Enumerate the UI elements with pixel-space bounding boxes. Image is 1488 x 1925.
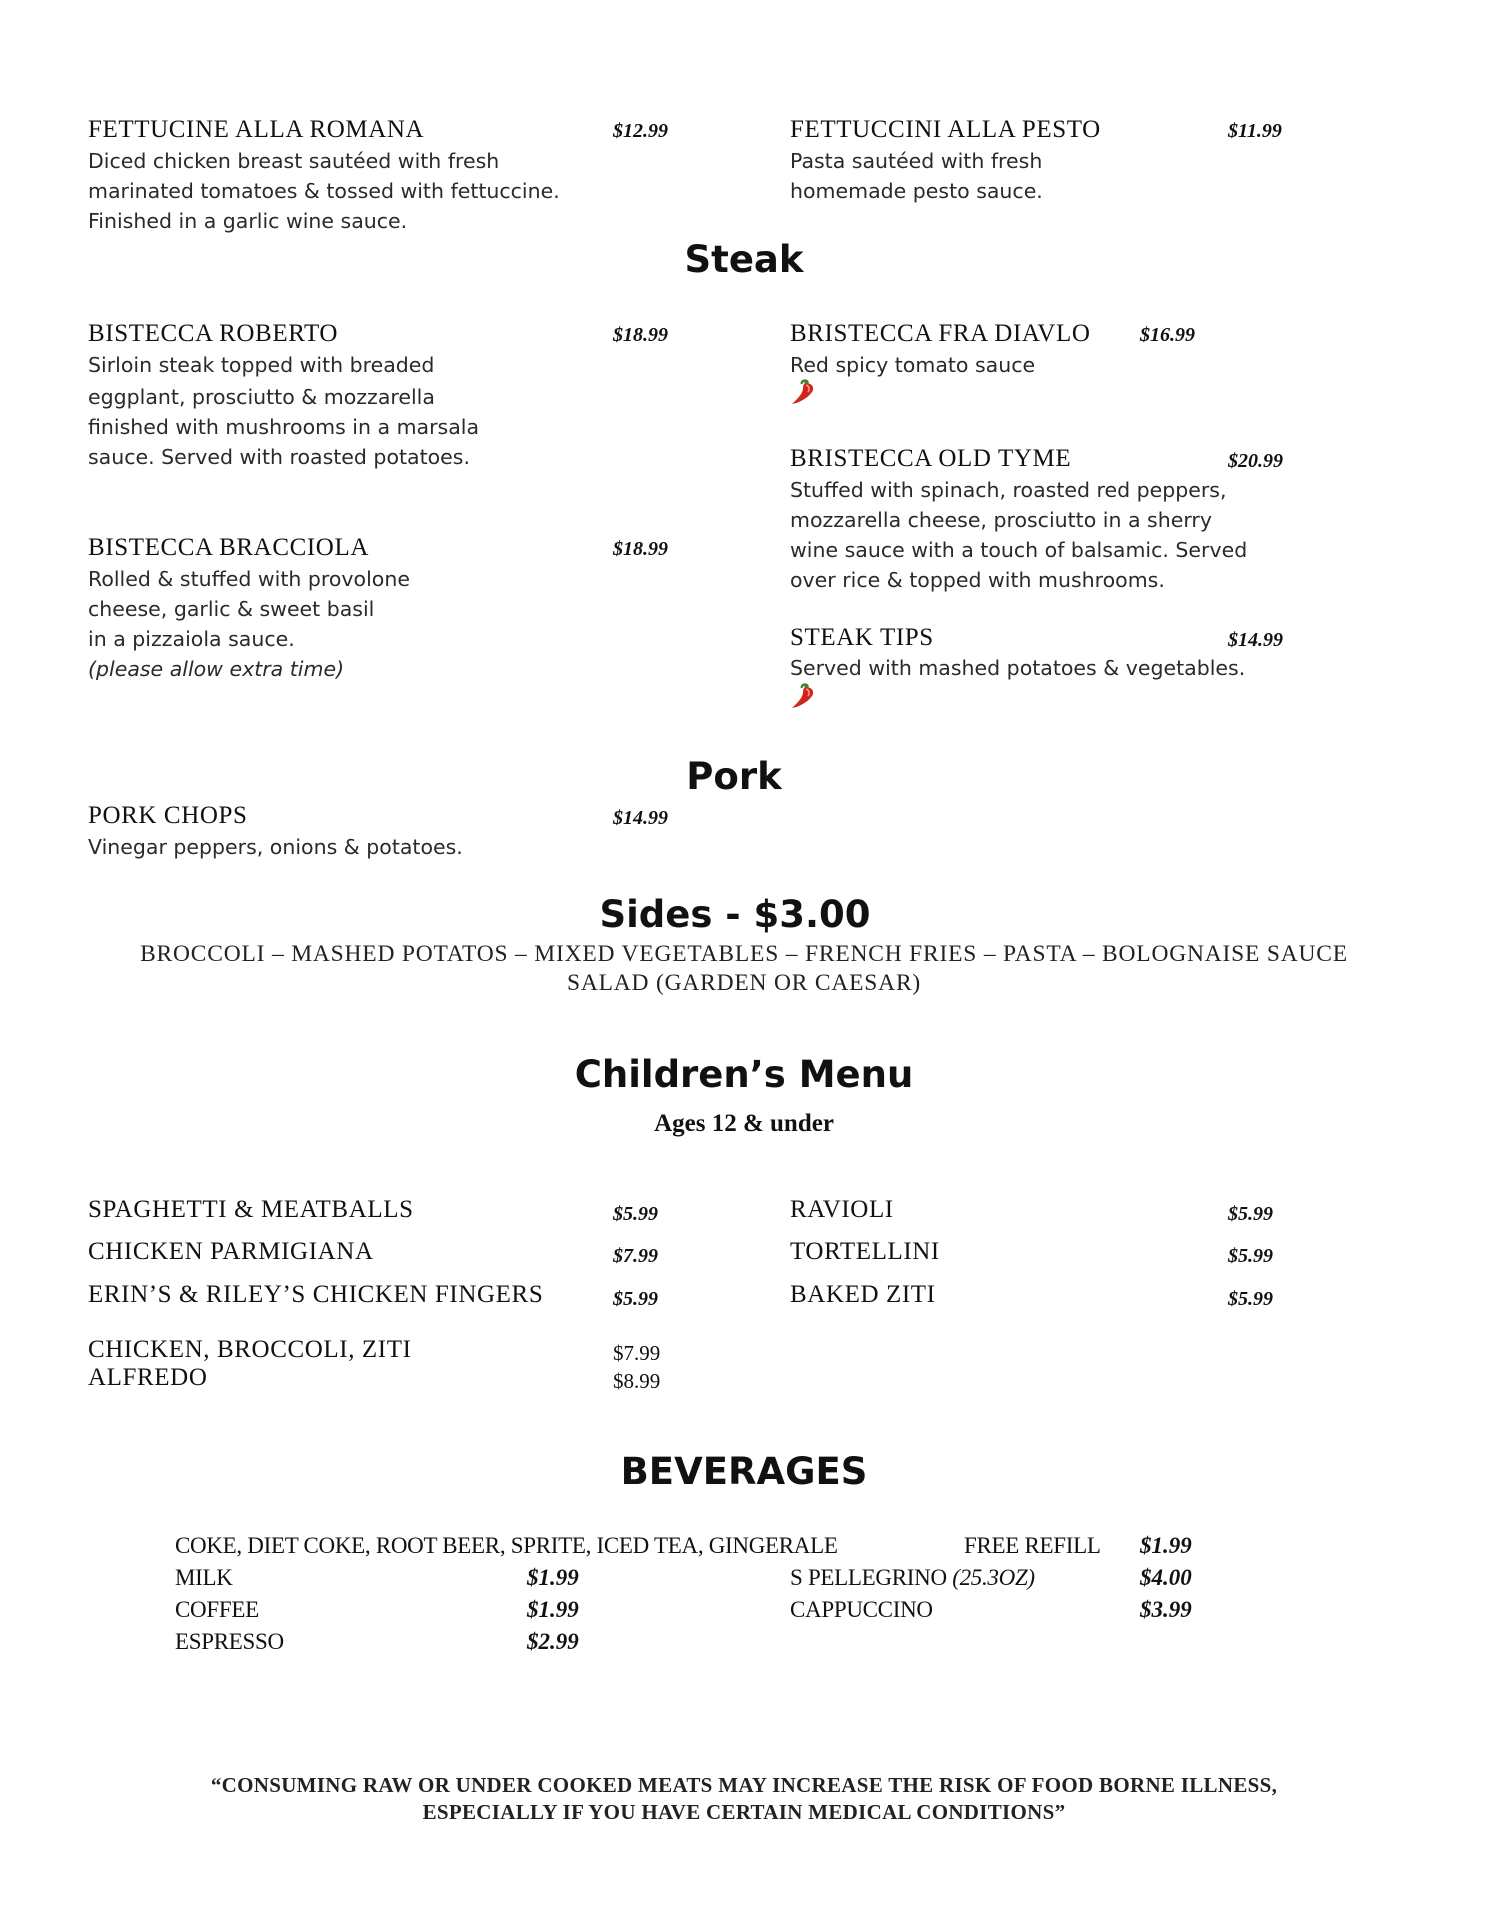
description-line: homemade pesto sauce.: [790, 179, 1043, 203]
childrens-menu-heading: Children’s Menu: [574, 1053, 914, 1096]
beverage-name: [790, 1562, 1035, 1594]
steak-item-description: [790, 653, 1245, 683]
beverage-price: $1.99: [527, 1597, 579, 1622]
steak-item-name: BISTECCA BRACCIOLA: [88, 534, 369, 561]
kids-combo-name-line: ALFREDO: [88, 1364, 208, 1391]
disclaimer-line: ESPECIALLY IF YOU HAVE CERTAIN MEDICAL CONDITIONS”: [422, 1800, 1066, 1824]
kids-item-price: $7.99: [613, 1245, 658, 1267]
kids-combo-name-line: CHICKEN, BROCCOLI, ZITI: [88, 1336, 412, 1363]
pasta-item-price: $11.99: [1228, 120, 1282, 142]
kids-combo-prices: [613, 1339, 660, 1395]
kids-item-name: ERIN’S & RILEY’S CHICKEN FINGERS: [88, 1281, 544, 1308]
description-line: over rice & topped with mushrooms.: [790, 568, 1165, 592]
pork-heading: Pork: [686, 755, 782, 798]
sides-list: [0, 940, 1488, 998]
chili-pepper-icon: [788, 377, 818, 407]
kids-item-name: CHICKEN PARMIGIANA: [88, 1238, 374, 1265]
kids-item-name: SPAGHETTI & MEATBALLS: [88, 1196, 414, 1223]
steak-item-price: $20.99: [1228, 450, 1283, 472]
description-line: Rolled & stuffed with provolone: [88, 567, 410, 591]
description-line: Finished in a garlic wine sauce.: [88, 209, 408, 233]
chili-pepper-icon: [788, 681, 818, 711]
description-line: Stuffed with spinach, roasted red peppers,: [790, 478, 1227, 502]
beverage-price: $2.99: [527, 1629, 579, 1654]
beverage-name-text: S PELLEGRINO: [790, 1565, 947, 1590]
kids-combo-name: [88, 1336, 412, 1392]
description-line: Vinegar peppers, onions & potatoes.: [88, 835, 463, 859]
steak-item-description: [790, 475, 1247, 595]
beverage-name: COKE, DIET COKE, ROOT BEER, SPRITE, ICED TEA, GINGERALE: [175, 1533, 838, 1558]
description-line: Diced chicken breast sautéed with fresh: [88, 149, 500, 173]
beverage-price: $1.99: [1140, 1533, 1192, 1558]
sides-list-line: SALAD (GARDEN OR CAESAR): [566, 970, 922, 996]
description-line: in a pizzaiola sauce.: [88, 627, 295, 651]
kids-item-price: $5.99: [1228, 1203, 1273, 1225]
kids-item-name: RAVIOLI: [790, 1196, 894, 1223]
steak-item-price: $18.99: [613, 538, 668, 560]
steak-item-description: [88, 564, 410, 684]
childrens-menu-subheading: Ages 12 & under: [654, 1110, 834, 1137]
kids-item-name: BAKED ZITI: [790, 1281, 936, 1308]
kids-item-price: $5.99: [1228, 1288, 1273, 1310]
sides-list-line: BROCCOLI – MASHED POTATOS – MIXED VEGETABLES – FRENCH FRIES – PASTA – BOLOGNAISE SAUCE: [140, 941, 1348, 967]
description-line: sauce. Served with roasted potatoes.: [88, 445, 470, 469]
pasta-item-description: [790, 146, 1043, 206]
steak-item-price: $16.99: [1140, 324, 1195, 346]
description-line: marinated tomatoes & tossed with fettuccine.: [88, 179, 560, 203]
steak-item-name: BISTECCA ROBERTO: [88, 320, 339, 347]
description-line: finished with mushrooms in a marsala: [88, 415, 480, 439]
steak-item-description: [88, 350, 479, 472]
food-safety-disclaimer: [0, 1772, 1488, 1826]
beverages-heading: BEVERAGES: [620, 1450, 868, 1493]
pasta-item-price: $12.99: [613, 120, 668, 142]
beverage-name: CAPPUCCINO: [790, 1597, 933, 1622]
extra-time-note: (please allow extra time): [88, 657, 345, 681]
kids-item-price: $5.99: [613, 1203, 658, 1225]
pork-item-name: PORK CHOPS: [88, 802, 248, 829]
pasta-item-name: FETTUCINE ALLA ROMANA: [88, 116, 425, 143]
description-line: mozzarella cheese, prosciutto in a sherry: [790, 508, 1212, 532]
steak-item-name: BRISTECCA FRA DIAVLO: [790, 320, 1091, 347]
kids-combo-price: $7.99: [613, 1341, 661, 1365]
steak-item-price: $14.99: [1228, 629, 1283, 651]
steak-item-price: $18.99: [613, 324, 668, 346]
beverage-name: ESPRESSO: [175, 1629, 284, 1654]
beverage-price: $4.00: [1140, 1565, 1192, 1590]
steak-item-description: [790, 350, 1035, 380]
beverage-name: MILK: [175, 1565, 233, 1590]
free-refill-label: FREE REFILL: [964, 1533, 1101, 1558]
beverage-price: $3.99: [1140, 1597, 1192, 1622]
pork-item-price: $14.99: [613, 807, 668, 829]
steak-heading: Steak: [684, 238, 804, 281]
kids-item-price: $5.99: [613, 1288, 658, 1310]
beverage-price: $1.99: [527, 1565, 579, 1590]
description-line: wine sauce with a touch of balsamic. Served: [790, 538, 1248, 562]
pasta-item-description: [88, 146, 560, 236]
description-line: Red spicy tomato sauce: [790, 353, 1036, 377]
kids-item-name: TORTELLINI: [790, 1238, 940, 1265]
beverage-size: (25.3OZ): [952, 1565, 1035, 1590]
steak-item-name: BRISTECCA OLD TYME: [790, 445, 1072, 472]
description-line: Sirloin steak topped with breaded: [88, 353, 435, 377]
description-line: Served with mashed potatoes & vegetables.: [790, 656, 1246, 680]
disclaimer-line: “CONSUMING RAW OR UNDER COOKED MEATS MAY INCREASE THE RISK OF FOOD BORNE ILLNESS,: [210, 1773, 1278, 1797]
steak-item-name: STEAK TIPS: [790, 624, 934, 651]
kids-combo-price: $8.99: [613, 1369, 661, 1393]
pork-item-description: [88, 832, 463, 862]
pasta-item-name: FETTUCCINI ALLA PESTO: [790, 116, 1101, 143]
description-line: Pasta sautéed with fresh: [790, 149, 1043, 173]
description-line: eggplant, prosciutto & mozzarella: [88, 385, 435, 409]
beverage-name: COFFEE: [175, 1597, 259, 1622]
description-line: cheese, garlic & sweet basil: [88, 597, 375, 621]
kids-item-price: $5.99: [1228, 1245, 1273, 1267]
sides-heading: Sides - $3.00: [599, 893, 871, 936]
